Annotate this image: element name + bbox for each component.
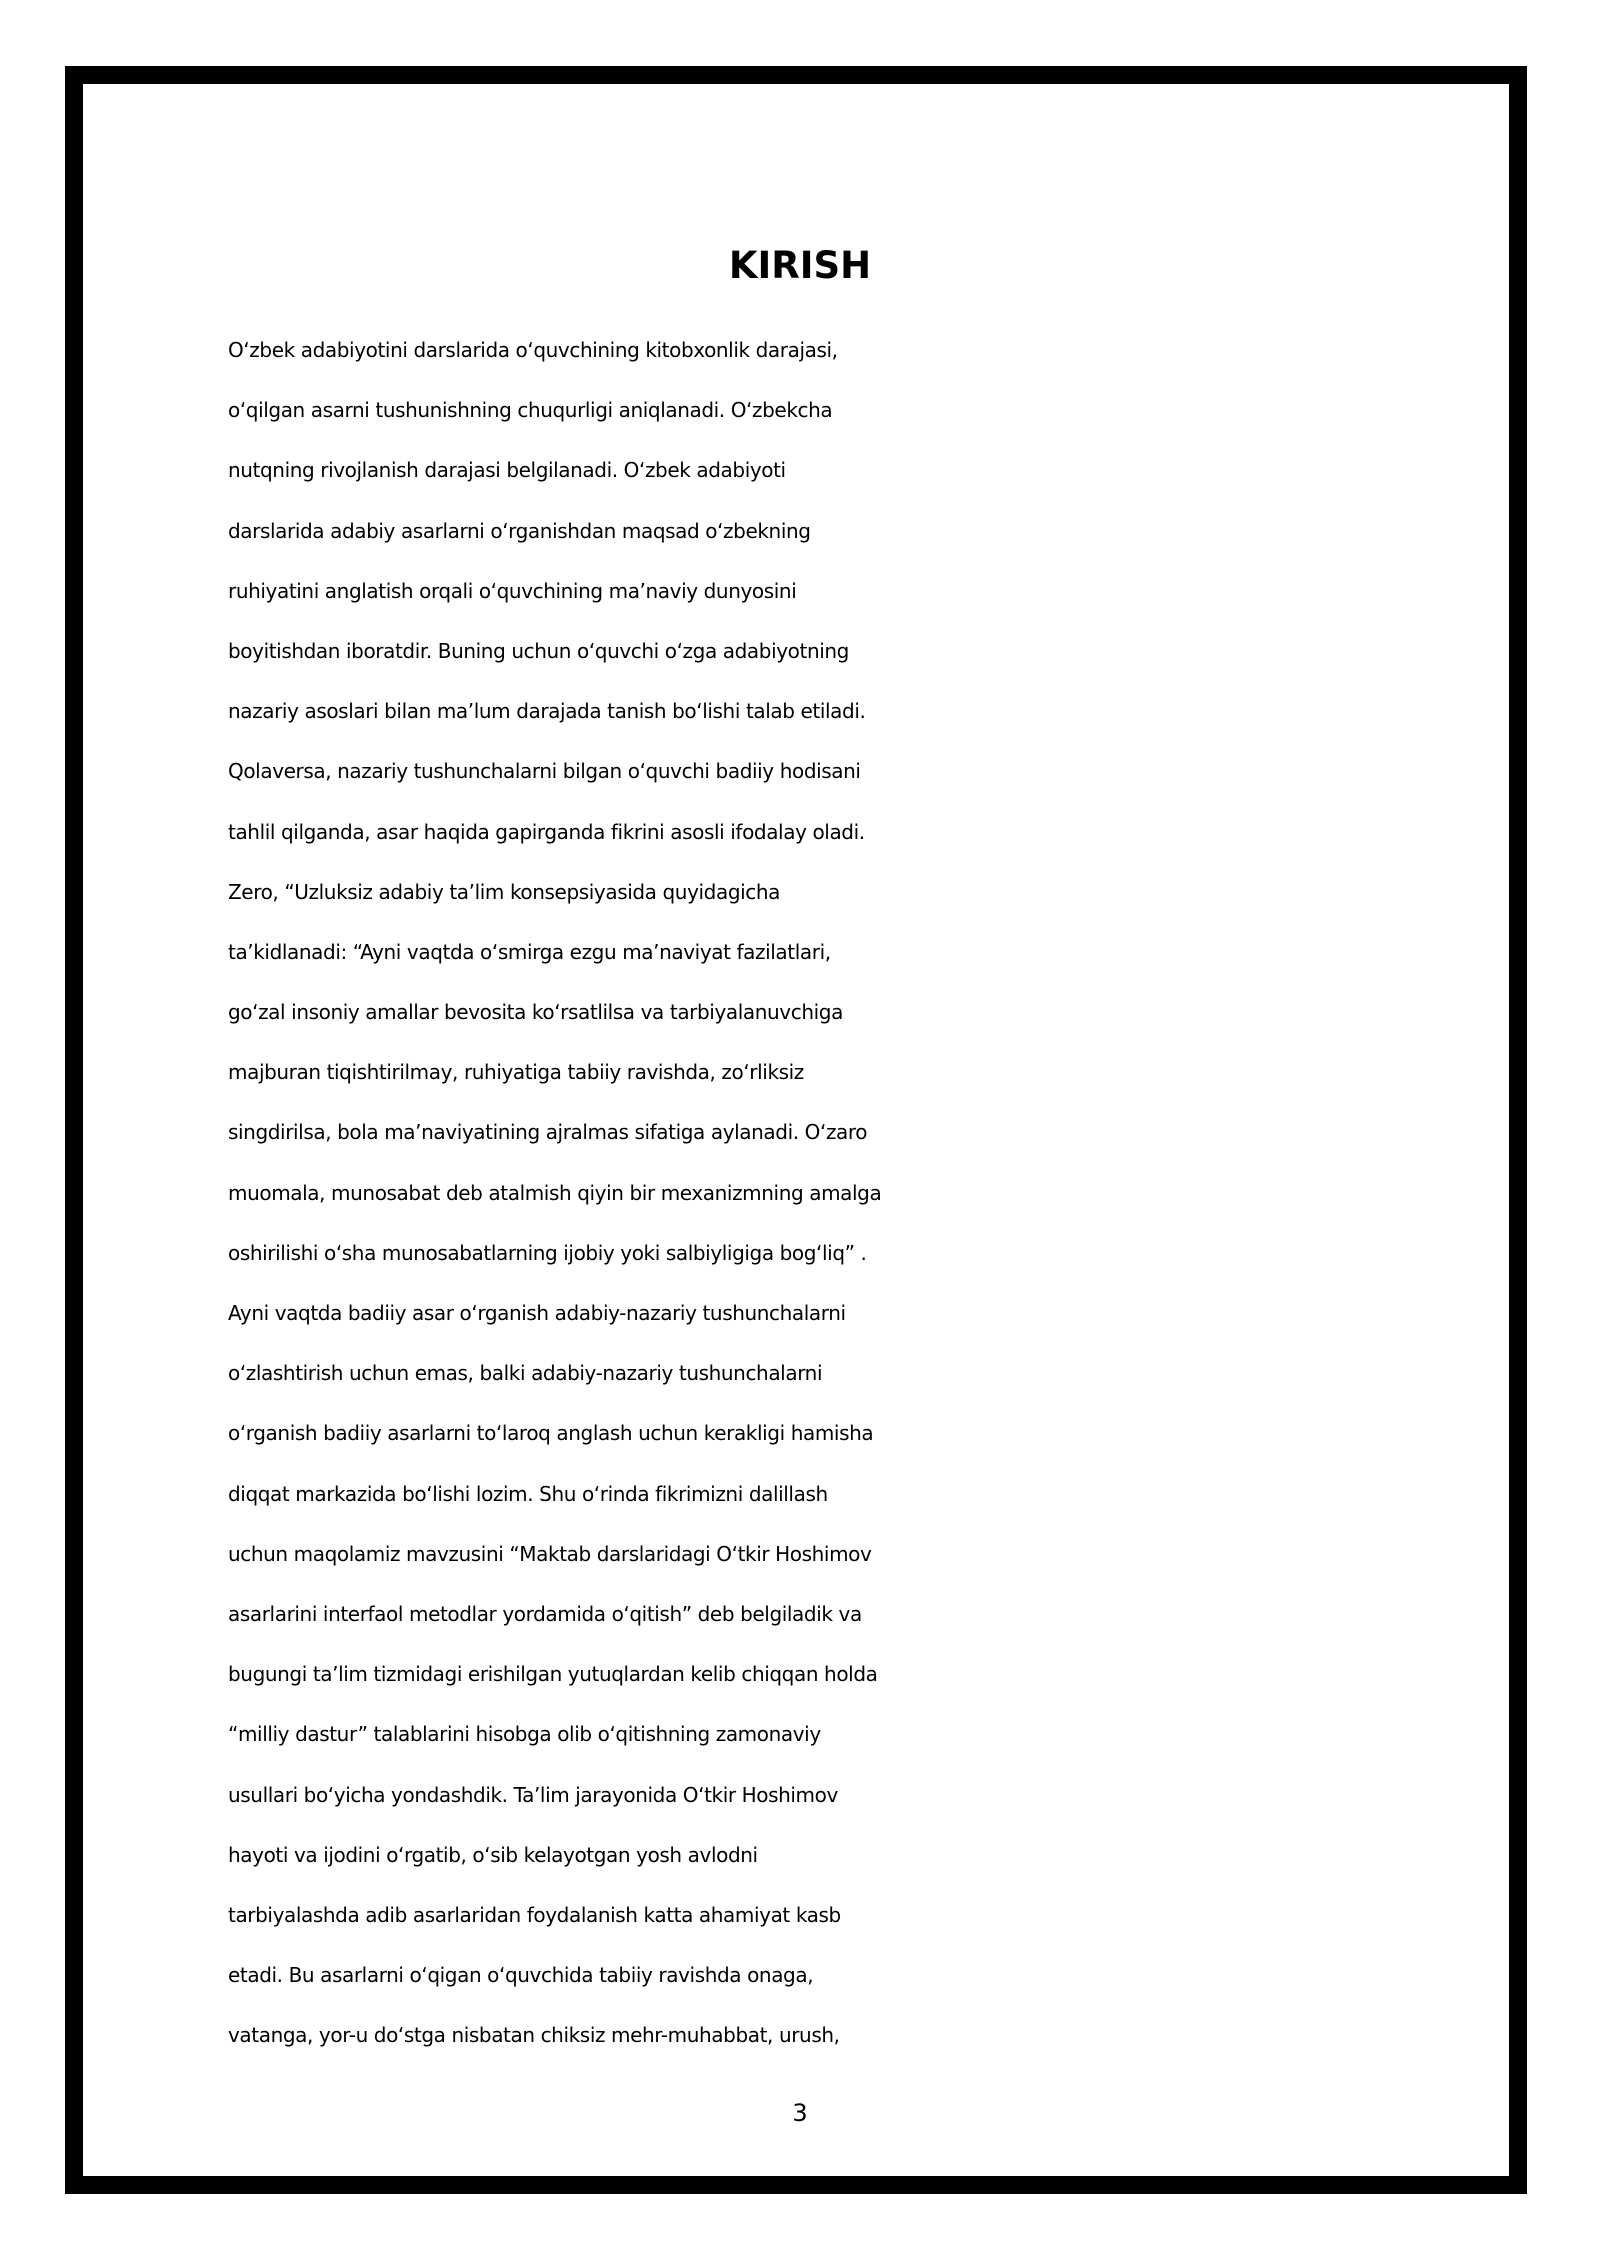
text-line: ta’kidlanadi: “Ayni vaqtda o‘smirga ezgu ma’naviyat fazilatlari,: [228, 939, 831, 964]
text-line: o‘qilgan asarni tushunishning chuqurligi aniqlanadi. O‘zbekcha: [228, 398, 833, 423]
text-line: ruhiyatini anglatish orqali o‘quvchining ma’naviy dunyosini: [228, 578, 797, 603]
text-line: oshirilishi o‘sha munosabatlarning ijobiy yoki salbiyligiga bog‘liq” .: [228, 1240, 867, 1265]
text-line: Zero, “Uzluksiz adabiy ta’lim konsepsiyasida quyidagicha: [228, 879, 780, 904]
text-line: Qolaversa, nazariy tushunchalarni bilgan o‘quvchi badiiy hodisani: [228, 759, 861, 784]
text-line: singdirilsa, bola ma’naviyatining ajralmas sifatiga aylanadi. O‘zaro: [228, 1120, 868, 1145]
body-text: [228, 320, 1538, 2065]
text-line: muomala, munosabat deb atalmish qiyin bir mexanizmning amalga: [228, 1180, 882, 1205]
text-line: uchun maqolamiz mavzusini “Maktab darslaridagi O‘tkir Hoshimov: [228, 1541, 872, 1566]
text-line: go‘zal insoniy amallar bevosita ko‘rsatlilsa va tarbiyalanuvchiga: [228, 1000, 843, 1025]
text-line: Ayni vaqtda badiiy asar o‘rganish adabiy-nazariy tushunchalarni: [228, 1301, 846, 1325]
text-line: bugungi ta’lim tizmidagi erishilgan yutuqlardan kelib chiqqan holda: [228, 1662, 878, 1687]
text-line: boyitishdan iboratdir. Buning uchun o‘quvchi o‘zga adabiyotning: [228, 638, 849, 663]
page-number: 3: [792, 2099, 808, 2127]
text-line: “milliy dastur” talablarini hisobga olib o‘qitishning zamonaviy: [228, 1722, 821, 1747]
text-line: o‘rganish badiiy asarlarni to‘laroq anglash uchun kerakligi hamisha: [228, 1421, 874, 1446]
text-line: o‘zlashtirish uchun emas, balki adabiy-nazariy tushunchalarni: [228, 1361, 823, 1386]
text-line: hayoti va ijodini o‘rgatib, o‘sib kelayotgan yosh avlodni: [228, 1842, 758, 1867]
text-line: etadi. Bu asarlarni o‘qigan o‘quvchida tabiiy ravishda onaga,: [228, 1963, 814, 1988]
text-line: vatanga, yor-u do‘stga nisbatan chiksiz mehr-muhabbat, urush,: [228, 2023, 840, 2048]
text-line: usullari bo‘yicha yondashdik. Ta’lim jarayonida O‘tkir Hoshimov: [228, 1782, 838, 1807]
text-line: tarbiyalashda adib asarlaridan foydalanish katta ahamiyat kasb: [228, 1902, 841, 1927]
text-line: asarlarini interfaol metodlar yordamida o‘qitish” deb belgiladik va: [228, 1601, 862, 1626]
text-line: diqqat markazida bo‘lishi lozim. Shu o‘rinda fikrimizni dalillash: [228, 1481, 828, 1506]
page-title: KIRISH: [728, 244, 872, 287]
text-line: nutqning rivojlanish darajasi belgilanadi. O‘zbek adabiyoti: [228, 458, 786, 483]
text-line: O‘zbek adabiyotini darslarida o‘quvchining kitobxonlik darajasi,: [228, 338, 838, 362]
text-line: majburan tiqishtirilmay, ruhiyatiga tabiiy ravishda, zo‘rliksiz: [228, 1060, 804, 1085]
text-line: nazariy asoslari bilan ma’lum darajada tanish bo‘lishi talab etiladi.: [228, 699, 866, 724]
text-line: tahlil qilganda, asar haqida gapirganda fikrini asosli ifodalay oladi.: [228, 819, 865, 844]
text-line: darslarida adabiy asarlarni o‘rganishdan maqsad o‘zbekning: [228, 518, 811, 543]
